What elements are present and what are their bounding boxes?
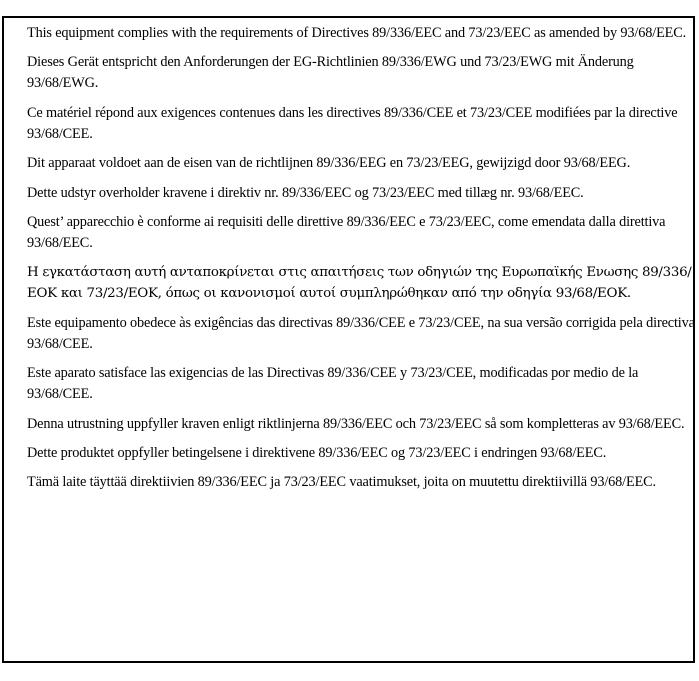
statement-danish: Dette udstyr overholder kravene i direktiv nr. 89/336/EEC og 73/23/EEC med tillæg nr. 93/68/EEC.	[27, 184, 584, 201]
statement-swedish: Denna utrustning uppfyller kraven enligt riktlinjerna 89/336/EEC och 73/23/EEC så som kompletteras av 93/68/EEC.	[27, 415, 685, 432]
statement-greek: Η εγκατάσταση αυτή ανταποκρίνεται στις απαιτήσεις των οδηγιών της Ευρωπαϊκής Ενωσης 89/336/ΕΟΚ και 73/23/ΕΟΚ, όπως οι κανονισμοί αυτοί συμπληρώθηκαν από την οδηγία 93/68/ΕΟΚ.	[27, 265, 692, 302]
statement-french: Ce matériel répond aux exigences contenues dans les directives 89/336/CEE et 73/23/CEE modifiées par la directive 93/68/CEE.	[27, 104, 678, 142]
statement-finnish: Tämä laite täyttää direktiivien 89/336/EEC ja 73/23/EEC vaatimukset, joita on muutettu direktiivillä 93/68/EEC.	[27, 474, 656, 491]
statement-german: Dieses Gerät entspricht den Anforderungen der EG-Richtlinien 89/336/EWG und 73/23/EWG mit Änderung 93/68/EWG.	[27, 54, 634, 92]
statement-dutch: Dit apparaat voldoet aan de eisen van de richtlijnen 89/336/EEG en 73/23/EEG, gewijzigd door 93/68/EEG.	[27, 155, 631, 172]
statement-italian: Quest’ apparecchio è conforme ai requisiti delle direttive 89/336/EEC e 73/23/EEC, come emendata dalla direttiva 93/68/EEC.	[27, 213, 666, 251]
statement-norwegian: Dette produktet oppfyller betingelsene i direktivene 89/336/EEC og 73/23/EEC i endringen 93/68/EEC.	[27, 444, 607, 461]
statement-spanish: Este aparato satisface las exigencias de las Directivas 89/336/CEE y 73/23/CEE, modificadas por medio de la 93/68/CEE.	[27, 365, 639, 403]
statement-english: This equipment complies with the requirements of Directives 89/336/EEC and 73/23/EEC as amended by 93/68/EEC.	[27, 25, 687, 41]
compliance-statements-list	[27, 23, 695, 502]
statement-portuguese: Este equipamento obedece às exigências das directivas 89/336/CEE e 73/23/CEE, na sua versão corrigida pela directiva 93/68/CEE.	[27, 314, 695, 352]
